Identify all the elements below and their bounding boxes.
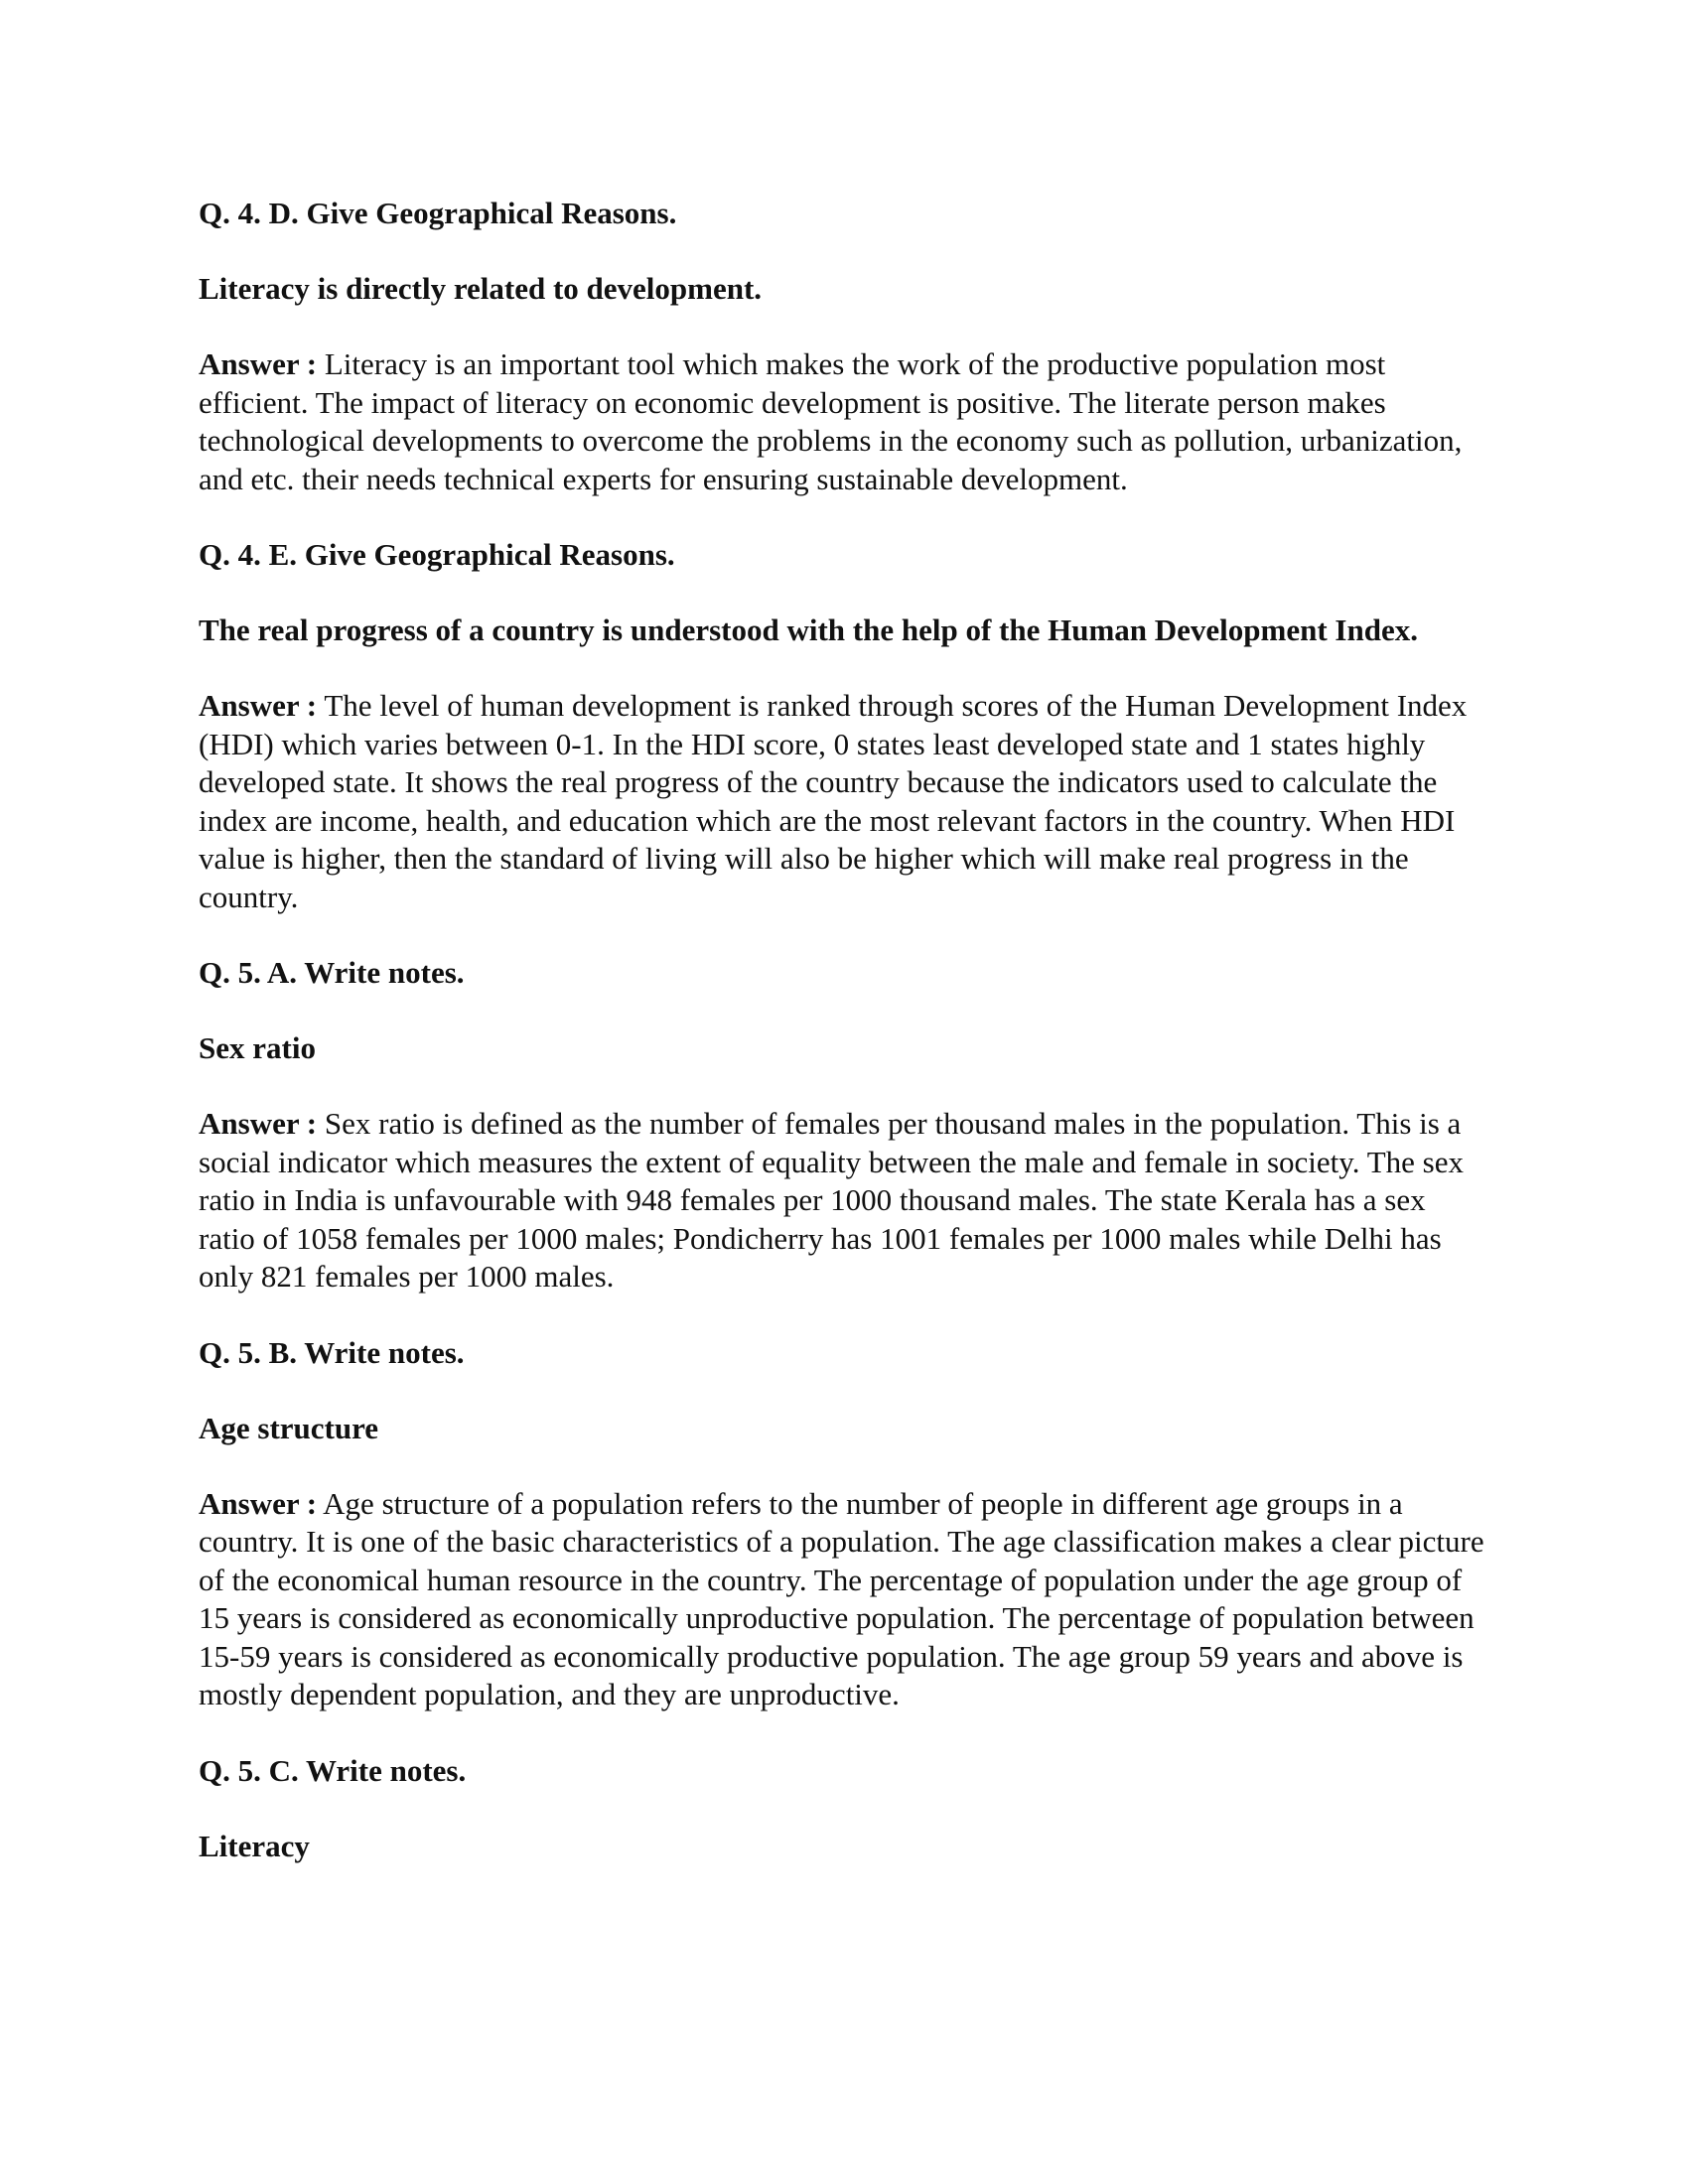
answer-paragraph-4e <box>199 687 1489 916</box>
answer-text: Literacy is an important tool which makes the work of the productive population most efficient. The impact of literacy on economic development is positive. The literate person makes technological developments to overcome the problems in the economy such as pollution, urbanization, and etc. their needs technical experts for ensuring sustainable development. <box>199 346 1463 496</box>
answer-text: Sex ratio is defined as the number of females per thousand males in the population. This is a social indicator which measures the extent of equality between the male and female in society. The sex ratio in India is unfavourable with 948 females per 1000 thousand males. The state Kerala has a sex ratio of 1058 females per 1000 males; Pondicherry has 1001 females per 1000 males while Delhi has only 821 females per 1000 males. <box>199 1106 1464 1294</box>
question-topic-5b: Age structure <box>199 1410 379 1445</box>
answer-paragraph-4d <box>199 345 1489 498</box>
question-topic-5a: Sex ratio <box>199 1030 316 1065</box>
document-page <box>199 195 1489 1865</box>
question-heading-5a: Q. 5. A. Write notes. <box>199 955 465 990</box>
answer-text: Age structure of a population refers to the number of people in different age groups in a country. It is one of the basic characteristics of a population. The age classification makes a clear picture of the economical human resource in the country. The percentage of population under the age group of 15 years is considered as economically unproductive population. The percentage of population between 15-59 years is considered as economically productive population. The age group 59 years and above is mostly dependent population, and they are unproductive. <box>199 1485 1484 1711</box>
question-topic-4e: The real progress of a country is understood with the help of the Human Development Index. <box>199 613 1418 647</box>
question-topic-5c: Literacy <box>199 1828 310 1863</box>
answer-label: Answer : <box>199 1106 318 1141</box>
answer-paragraph-5b <box>199 1485 1489 1714</box>
question-heading-5b: Q. 5. B. Write notes. <box>199 1334 465 1370</box>
answer-label: Answer : <box>199 346 318 381</box>
answer-paragraph-5a <box>199 1105 1489 1297</box>
question-heading-4d: Q. 4. D. Give Geographical Reasons. <box>199 196 677 230</box>
question-heading-5c: Q. 5. C. Write notes. <box>199 1752 467 1788</box>
question-topic-4d: Literacy is directly related to development. <box>199 271 763 306</box>
answer-text: The level of human development is ranked through scores of the Human Development Index (HDI) which varies between 0-1. In the HDI score, 0 states least developed state and 1 states highly developed state. It shows the real progress of the country because the indicators used to calculate the index are income, health, and education which are the most relevant factors in the country. When HDI value is higher, then the standard of living will also be higher which will make real progress in the country. <box>199 688 1468 914</box>
answer-label: Answer : <box>199 1485 318 1521</box>
answer-label: Answer : <box>199 688 318 723</box>
question-heading-4e: Q. 4. E. Give Geographical Reasons. <box>199 537 675 572</box>
